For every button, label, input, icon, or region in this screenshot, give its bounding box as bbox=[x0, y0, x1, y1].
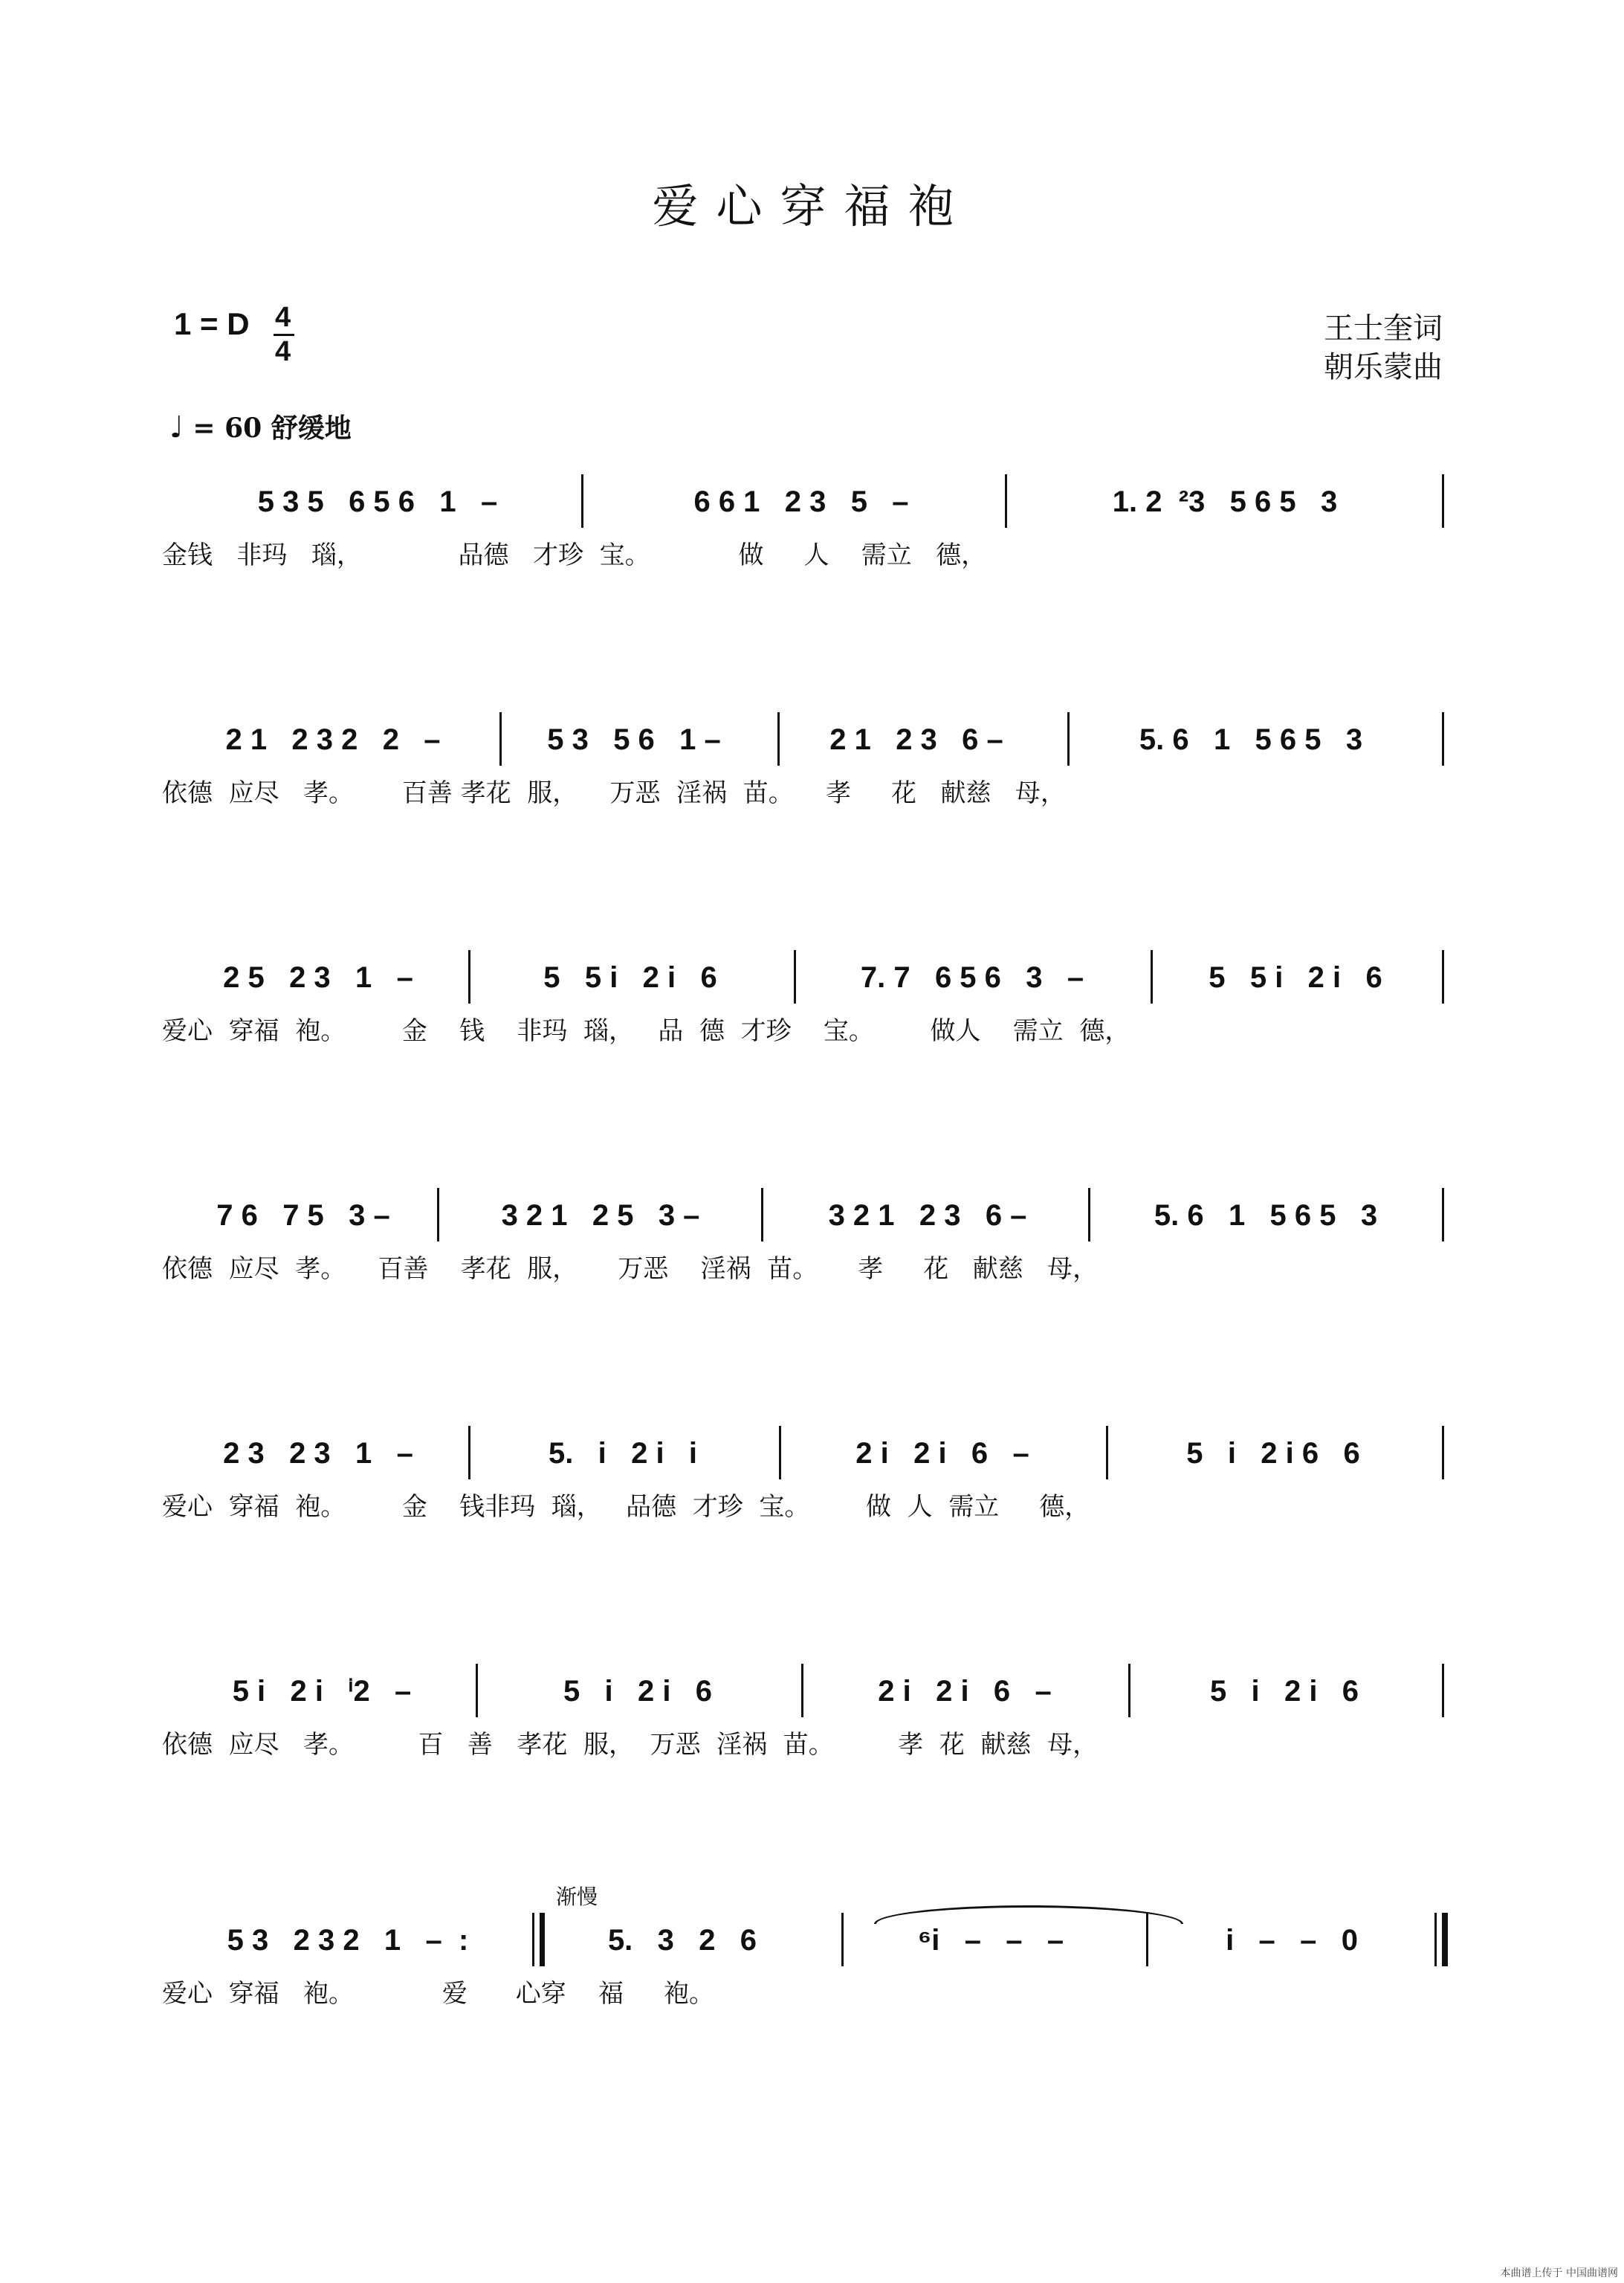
footer-watermark: 本曲谱上传于 中国曲谱网 bbox=[1500, 2267, 1618, 2279]
measure: 2 1 2 3 2 2 – bbox=[225, 723, 441, 756]
quarter-note-icon: ♩ bbox=[169, 410, 184, 445]
barline bbox=[437, 1188, 439, 1241]
score-line-7 bbox=[0, 1907, 1624, 2011]
barline bbox=[761, 1188, 763, 1241]
measure: 3 2 1 2 3 6 – bbox=[828, 1199, 1027, 1232]
score-line-4 bbox=[0, 1182, 1624, 1286]
barline bbox=[1067, 712, 1070, 766]
score-line-2 bbox=[0, 706, 1624, 810]
barline bbox=[1442, 474, 1444, 528]
measure: 5 3 5 6 5 6 1 – bbox=[257, 485, 498, 518]
score-line-6 bbox=[0, 1658, 1624, 1762]
barline bbox=[1088, 1188, 1090, 1241]
measure: 5 5 i 2 i 6 bbox=[1209, 961, 1382, 994]
final-barline-thick bbox=[1442, 1913, 1448, 1966]
tempo-value: = 60 bbox=[193, 413, 262, 444]
notes-row bbox=[169, 706, 1443, 773]
key-signature: 1 = D bbox=[174, 306, 250, 341]
measure: 5 5 i 2 i 6 bbox=[543, 961, 717, 994]
time-signature-bottom: 4 bbox=[275, 336, 291, 367]
barline bbox=[468, 950, 470, 1004]
measure: 5. 3 2 6 bbox=[607, 1924, 757, 1957]
final-barline-thin bbox=[1434, 1913, 1437, 1966]
measure: 7 6 7 5 3 – bbox=[216, 1199, 390, 1232]
notes-row bbox=[169, 1658, 1443, 1725]
measure: 2 5 2 3 1 – bbox=[223, 961, 413, 994]
song-title: 爱心穿福袍 bbox=[652, 179, 972, 233]
notes-row bbox=[169, 468, 1443, 535]
barline bbox=[476, 1664, 478, 1717]
lyrics-row: 爱心 穿福 袍。 金 钱 非玛 瑙， 品 德 才珍 宝。 做人 需立 德， bbox=[162, 1016, 1130, 1046]
rit-mark: 渐慢 bbox=[556, 1885, 598, 1909]
measure: 2 3 2 3 1 – bbox=[223, 1437, 413, 1470]
barline bbox=[499, 712, 502, 766]
tempo-expression: 舒缓地 bbox=[271, 413, 352, 444]
measure: 5. i 2 i i bbox=[548, 1437, 698, 1470]
measure: 5. 6 1 5 6 5 3 bbox=[1139, 723, 1363, 756]
lyricist-credit: 王士奎词 bbox=[1324, 311, 1443, 346]
barline bbox=[1442, 712, 1444, 766]
measure: i – – 0 bbox=[1226, 1924, 1358, 1957]
barline bbox=[1005, 474, 1007, 528]
repeat-barline bbox=[532, 1913, 534, 1966]
barline bbox=[468, 1426, 470, 1479]
barline bbox=[801, 1664, 803, 1717]
measure: 3 2 1 2 5 3 – bbox=[501, 1199, 700, 1232]
score-line-5 bbox=[0, 1420, 1624, 1524]
barline bbox=[777, 712, 780, 766]
notes-row bbox=[169, 1182, 1443, 1249]
notes-row bbox=[169, 944, 1443, 1011]
repeat-barline-thick bbox=[540, 1913, 545, 1966]
measure: 5 3 2 3 2 1 – : bbox=[227, 1924, 469, 1957]
lyrics-row: 依德 应尽 孝。 百善 孝花 服， 万恶 淫祸 苗。 孝 花 献慈 母， bbox=[162, 778, 1066, 808]
measure: 7. 7 6 5 6 3 – bbox=[860, 961, 1084, 994]
barline bbox=[1442, 1426, 1444, 1479]
barline bbox=[1106, 1426, 1108, 1479]
measure: 6 6 1 2 3 5 – bbox=[693, 485, 909, 518]
barline bbox=[779, 1426, 781, 1479]
barline bbox=[1442, 950, 1444, 1004]
measure: 1. 2 ²3 5 6 5 3 bbox=[1112, 485, 1338, 518]
measure: 5 i 2 i 6 6 bbox=[1186, 1437, 1360, 1470]
lyrics-row: 依德 应尽 孝。 百 善 孝花 服， 万恶 淫祸 苗。 孝 花 献慈 母， bbox=[162, 1730, 1099, 1760]
barline bbox=[581, 474, 583, 528]
lyrics-row: 爱心 穿福 袍。 爱 心穿 福 袍。 bbox=[162, 1979, 715, 2009]
measure: 2 1 2 3 6 – bbox=[829, 723, 1003, 756]
measure: 5 i 2 i 6 bbox=[563, 1675, 713, 1708]
measure: 5 3 5 6 1 – bbox=[547, 723, 721, 756]
tempo-marking bbox=[169, 407, 352, 445]
barline bbox=[1128, 1664, 1130, 1717]
measure: 2 i 2 i 6 – bbox=[855, 1437, 1029, 1470]
lyrics-row: 爱心 穿福 袍。 金 钱非玛 瑙， 品德 才珍 宝。 做 人 需立 德， bbox=[162, 1492, 1090, 1522]
measure: 5. 6 1 5 6 5 3 bbox=[1154, 1199, 1378, 1232]
barline bbox=[1151, 950, 1153, 1004]
barline bbox=[1442, 1188, 1444, 1241]
notes-row bbox=[169, 1907, 1443, 1974]
measure: 5 i 2 i ⁱ2 – bbox=[232, 1675, 412, 1708]
measure: 5 i 2 i 6 bbox=[1209, 1675, 1359, 1708]
barline bbox=[841, 1913, 844, 1966]
composer-credit: 朝乐蒙曲 bbox=[1324, 350, 1443, 384]
barline bbox=[1442, 1664, 1444, 1717]
score-line-3 bbox=[0, 944, 1624, 1048]
time-signature-top: 4 bbox=[275, 302, 291, 333]
score-line-1 bbox=[0, 468, 1624, 572]
lyrics-row: 金钱 非玛 瑙， 品德 才珍 宝。 做 人 需立 德， bbox=[162, 540, 987, 570]
barline bbox=[794, 950, 796, 1004]
lyrics-row: 依德 应尽 孝。 百善 孝花 服， 万恶 淫祸 苗。 孝 花 献慈 母， bbox=[162, 1254, 1099, 1284]
measure: ⁶i – – – bbox=[917, 1924, 1064, 1957]
notes-row bbox=[169, 1420, 1443, 1487]
measure: 2 i 2 i 6 – bbox=[878, 1675, 1052, 1708]
